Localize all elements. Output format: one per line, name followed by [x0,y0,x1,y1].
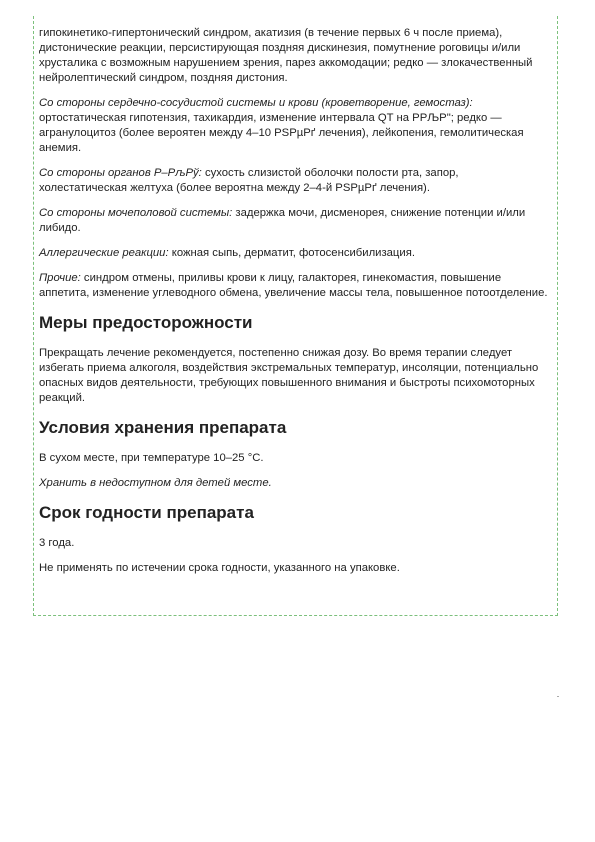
precautions-text: Прекращать лечение рекомендуется, постепенно снижая дозу. Во время терапии следует избегать приема алкоголя, воздействия экстремальных температур, инсоляции, потенциально опасных видов деятельности, требующих повышенного внимания и быстроты психомоторных реакций. [39,347,539,404]
shelf-life-text: 3 года. [39,537,75,549]
side-effects-cardiovascular [39,96,549,156]
side-effects-other [39,271,549,301]
section-label: Со стороны сердечно-сосудистой системы и крови (кроветворение, гемостаз): [39,97,473,109]
section-label: Прочие: [39,272,81,284]
shelf-life-heading: Срок годности препарата [39,503,254,522]
page-mark [557,696,559,697]
section-text: ортостатическая гипотензия, тахикардия, изменение интервала QT на РРЉР"; редко — агранулоцитоз (более вероятен между 4–10 PSPµPґ лечения), лейкопения, гемолитическая анемия. [39,112,524,154]
shelf-life-note: Не применять по истечении срока годности, указанного на упаковке. [39,562,400,574]
precautions-heading: Меры предосторожности [39,313,253,332]
section-label: Аллергические реакции: [39,247,169,259]
side-effects-paragraph: гипокинетико-гипертонический синдром, акатизия (в течение первых 6 ч после приема), дистонические реакции, персистирующая поздняя дискинезия, помутнение роговицы и/или хрусталика с возможным нарушением зрения, парез аккомодации; редко — злокачественный нейролептический синдром, поздняя дистония. [39,27,533,84]
storage-note [39,476,549,491]
section-text: сухость слизистой оболочки полости рта, запор, холестатическая желтуха (более вероятна между 2–4-й PSPµPґ лечения). [39,167,459,194]
section-label: Со стороны органов Р–РљРў: [39,167,202,179]
document-content [39,26,549,576]
section-text: задержка мочи, дисменорея, снижение потенции и/или либидо. [39,207,526,234]
side-effects-urogenital [39,206,549,236]
storage-text: В сухом месте, при температуре 10–25 °C. [39,452,264,464]
document-page [33,16,558,616]
side-effects-allergic [39,246,549,261]
section-text: синдром отмены, приливы крови к лицу, галакторея, гинекомастия, повышение аппетита, изменение углеводного обмена, увеличение массы тела, повышенное потоотделение. [39,272,548,299]
side-effects-gi [39,166,549,196]
section-text: кожная сыпь, дерматит, фотосенсибилизация. [168,247,415,259]
storage-note-text: Хранить в недоступном для детей месте. [39,477,272,489]
storage-heading: Условия хранения препарата [39,418,287,437]
section-label: Со стороны мочеполовой системы: [39,207,233,219]
